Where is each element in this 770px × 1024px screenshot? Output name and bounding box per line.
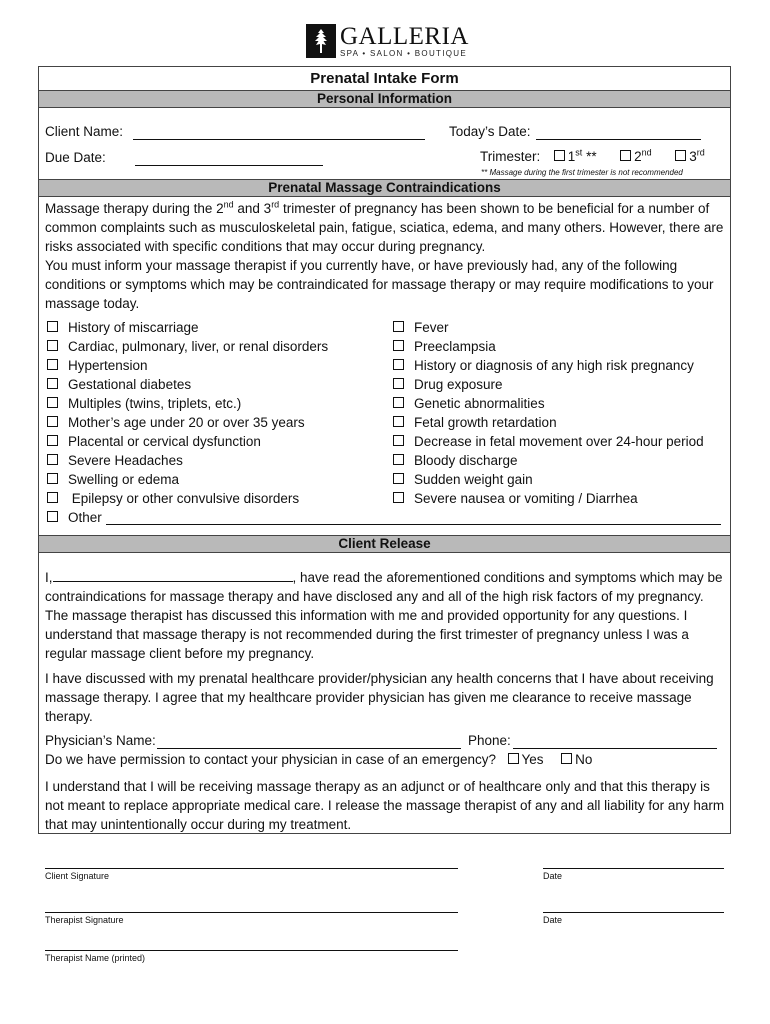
permission-yes-checkbox[interactable] [508, 753, 519, 764]
condition-item[interactable] [393, 396, 545, 411]
therapist-signature-label: Therapist Signature [45, 915, 124, 925]
condition-label: Epilepsy or other convulsive disorders [68, 491, 300, 506]
condition-label: Severe nausea or vomiting / Diarrhea [414, 491, 638, 506]
release-paragraph-2: I have discussed with my prenatal healthcare provider/physician any health concerns that I have about receiving massage therapy. I agree that my healthcare provider physician has given me clearance to receive massage therapy. [45, 671, 714, 724]
phone-label: Phone: [468, 733, 511, 748]
trimester-third-sup: rd [696, 147, 705, 158]
trimester-first-mark: ** [586, 149, 597, 164]
trimester-first-sup: st [575, 147, 583, 158]
release-p1-text: , have read the aforementioned conditions and symptoms which may be contraindications for massage therapy and have disclosed any and all of the high risk factors of my pregnancy. The massage therapist has discussed this information with me and provided opportunity for any questions. I understand that massage therapy is not recommended during the first trimester of pregnancy unless I was a regular massage client before my pregnancy. [45, 570, 723, 661]
other-checkbox[interactable] [47, 511, 58, 522]
condition-label: Multiples (twins, triplets, etc.) [68, 396, 242, 411]
condition-label: Bloody discharge [414, 453, 518, 468]
client-release-heading: Client Release [39, 535, 730, 553]
condition-label: Fetal growth retardation [414, 415, 557, 430]
trimester-third-checkbox[interactable] [675, 150, 686, 161]
condition-item[interactable] [393, 472, 533, 487]
condition-item[interactable] [47, 358, 148, 373]
release-i: I, [45, 570, 53, 585]
first-trimester-note: ** Massage during the first trimester is not recommended [481, 168, 683, 177]
condition-item[interactable] [47, 415, 305, 430]
contraindications-instruction: You must inform your massage therapist if you currently have, or have previously had, any of the following conditions or symptoms which may be contraindicated for massage therapy or may require modifications to your massage today. [45, 258, 714, 311]
condition-item[interactable] [47, 472, 179, 487]
permission-row [45, 752, 592, 767]
intro-sup-rd: rd [271, 199, 280, 210]
condition-item[interactable] [393, 320, 449, 335]
client-name-field[interactable] [133, 139, 425, 140]
form-title: Prenatal Intake Form [310, 70, 459, 87]
trimester-label: Trimester: [480, 149, 541, 164]
other-item[interactable] [47, 510, 102, 525]
phone-field[interactable] [513, 748, 717, 749]
condition-label: Fever [414, 320, 449, 335]
condition-item[interactable] [47, 320, 199, 335]
condition-label: Mother’s age under 20 or over 35 years [68, 415, 305, 430]
condition-checkbox[interactable] [47, 397, 58, 408]
therapist-name-line[interactable] [45, 950, 458, 951]
condition-label: Severe Headaches [68, 453, 183, 468]
trimester-second-label: 2 [634, 149, 642, 164]
other-label: Other [68, 510, 102, 525]
condition-label: History of miscarriage [68, 320, 199, 335]
trimester-first-checkbox[interactable] [554, 150, 565, 161]
todays-date-label: Today’s Date: [449, 124, 531, 139]
intro-part-b: and 3 [233, 201, 272, 216]
condition-checkbox[interactable] [393, 435, 404, 446]
permission-yes-label: Yes [521, 752, 544, 767]
condition-label: Hypertension [68, 358, 148, 373]
condition-checkbox[interactable] [393, 378, 404, 389]
contraindications-intro [45, 199, 728, 256]
condition-checkbox[interactable] [47, 492, 58, 503]
therapist-date-line[interactable] [543, 912, 724, 913]
trimester-second-checkbox[interactable] [620, 150, 631, 161]
condition-checkbox[interactable] [47, 340, 58, 351]
condition-item[interactable] [47, 453, 183, 468]
condition-label: Cardiac, pulmonary, liver, or renal disorders [68, 339, 329, 354]
trimester-third-label: 3 [689, 149, 697, 164]
condition-label: Placental or cervical dysfunction [68, 434, 261, 449]
personal-information-heading: Personal Information [39, 90, 730, 108]
client-name-label: Client Name: [45, 124, 124, 139]
condition-checkbox[interactable] [47, 378, 58, 389]
release-paragraph-3: I understand that I will be receiving massage therapy as an adjunct or of healthcare only and that this therapy is not meant to replace appropriate medical care. I release the massage therapist of any and all liability for any harm that may unintentionally occur during my treatment. [45, 779, 725, 832]
condition-item[interactable] [47, 339, 328, 354]
condition-checkbox[interactable] [393, 473, 404, 484]
trimester-first-label: 1 [567, 149, 576, 164]
physician-name-field[interactable] [157, 748, 461, 749]
condition-item[interactable] [393, 491, 638, 506]
therapist-signature-line[interactable] [45, 912, 458, 913]
condition-item[interactable] [393, 453, 518, 468]
condition-item[interactable] [393, 377, 503, 392]
galleria-logo [306, 22, 469, 60]
condition-checkbox[interactable] [393, 416, 404, 427]
condition-label: History or diagnosis of any high risk pregnancy [414, 358, 694, 373]
therapist-date-label: Date [543, 915, 563, 925]
intake-form [38, 66, 731, 834]
intro-part-a: Massage therapy during the 2 [45, 201, 224, 216]
condition-item[interactable] [47, 377, 191, 392]
condition-item[interactable] [393, 434, 704, 449]
permission-question: Do we have permission to contact your physician in case of an emergency? [45, 752, 496, 767]
condition-checkbox[interactable] [47, 473, 58, 484]
condition-label: Preeclampsia [414, 339, 496, 354]
logo-name: GALLERIA [340, 23, 469, 50]
condition-checkbox[interactable] [393, 397, 404, 408]
trimester-row [480, 149, 705, 164]
client-date-line[interactable] [543, 868, 724, 869]
logo-tagline: SPA • SALON • BOUTIQUE [340, 49, 467, 58]
condition-label: Swelling or edema [68, 472, 180, 487]
condition-label: Decrease in fetal movement over 24-hour period [414, 434, 704, 449]
physician-name-label: Physician’s Name: [45, 733, 156, 748]
condition-checkbox[interactable] [393, 340, 404, 351]
condition-checkbox[interactable] [393, 359, 404, 370]
condition-label: Gestational diabetes [68, 377, 192, 392]
condition-checkbox[interactable] [47, 416, 58, 427]
condition-item[interactable] [47, 434, 261, 449]
condition-label: Sudden weight gain [414, 472, 533, 487]
condition-label: Drug exposure [414, 377, 503, 392]
oak-leaf-icon [306, 24, 336, 58]
condition-checkbox[interactable] [393, 454, 404, 465]
client-signature-line[interactable] [45, 868, 458, 869]
condition-checkbox[interactable] [47, 359, 58, 370]
condition-checkbox[interactable] [393, 321, 404, 332]
due-date-field[interactable] [135, 165, 323, 166]
condition-item[interactable] [47, 396, 241, 411]
intro-part-c: trimester of pregnancy has been shown to be beneficial for a number of common complaints such as musculoskeletal pain, fatigue, sciatica, edema, and many others. However, there are risks associated with specific conditions that may occur during pregnancy. [45, 201, 724, 254]
permission-no-label: No [575, 752, 593, 767]
condition-item[interactable] [393, 358, 694, 373]
other-field[interactable] [106, 524, 721, 525]
due-date-label: Due Date: [45, 150, 106, 165]
client-printed-name-field[interactable] [53, 570, 293, 582]
release-paragraph-1 [45, 568, 728, 663]
condition-item[interactable] [47, 491, 299, 506]
condition-checkbox[interactable] [47, 321, 58, 332]
permission-no-checkbox[interactable] [561, 753, 572, 764]
contraindications-heading: Prenatal Massage Contraindications [39, 179, 730, 197]
condition-checkbox[interactable] [47, 454, 58, 465]
condition-label: Genetic abnormalities [414, 396, 545, 411]
client-signature-label: Client Signature [45, 871, 110, 881]
condition-checkbox[interactable] [47, 435, 58, 446]
todays-date-field[interactable] [536, 139, 701, 140]
condition-checkbox[interactable] [393, 492, 404, 503]
condition-item[interactable] [393, 339, 496, 354]
trimester-second-sup: nd [641, 147, 652, 158]
condition-item[interactable] [393, 415, 557, 430]
therapist-name-label: Therapist Name (printed) [45, 953, 146, 963]
client-date-label: Date [543, 871, 563, 881]
intro-sup-nd: nd [223, 199, 234, 210]
